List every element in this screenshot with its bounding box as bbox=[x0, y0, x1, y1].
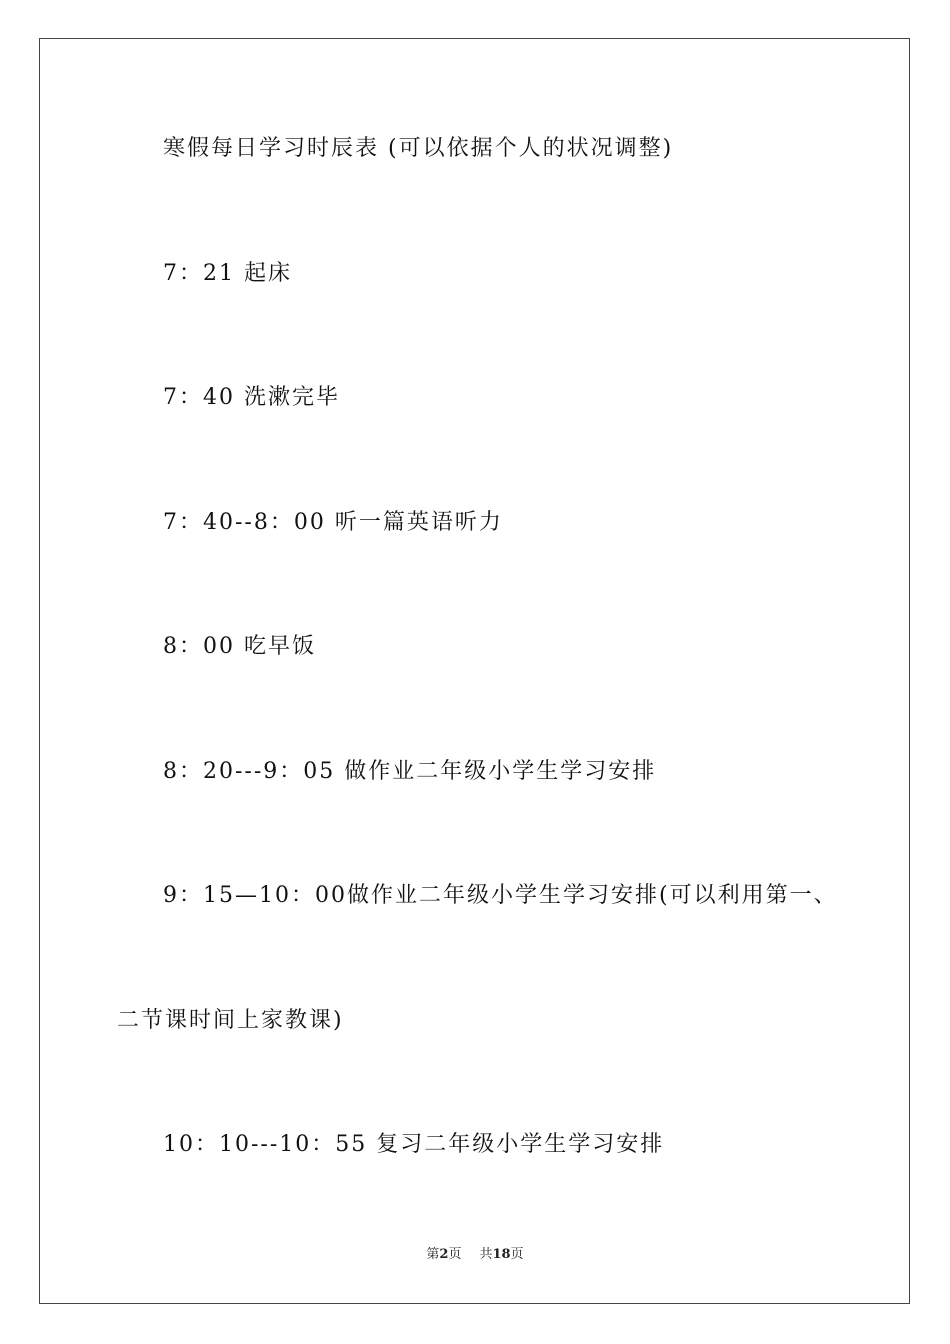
schedule-line-homework-2: 9：15—10：00做作业二年级小学生学习安排(可以利用第一、 bbox=[163, 883, 838, 908]
page-footer bbox=[0, 1246, 950, 1264]
footer-total-pages: 18 bbox=[492, 1247, 511, 1262]
schedule-line-breakfast: 8：00 吃早饭 bbox=[163, 634, 316, 659]
schedule-title: 寒假每日学习时辰表 (可以依据个人的状况调整) bbox=[163, 136, 674, 161]
schedule-line-homework-2-cont: 二节课时间上家教课) bbox=[117, 1008, 344, 1033]
schedule-line-review: 10：10---10：55 复习二年级小学生学习安排 bbox=[163, 1132, 665, 1157]
schedule-line-wash: 7：40 洗漱完毕 bbox=[163, 385, 340, 410]
footer-page-prefix: 第 bbox=[426, 1247, 440, 1262]
page-frame bbox=[39, 38, 910, 1304]
footer-page-number: 2 bbox=[439, 1247, 449, 1262]
footer-total-prefix: 共 bbox=[479, 1247, 493, 1262]
footer-total-suffix: 页 bbox=[510, 1247, 524, 1262]
schedule-line-homework-1: 8：20---9：05 做作业二年级小学生学习安排 bbox=[163, 759, 657, 784]
footer-page-suffix: 页 bbox=[448, 1247, 462, 1262]
schedule-line-listening: 7：40--8：00 听一篇英语听力 bbox=[163, 510, 503, 535]
schedule-line-wake: 7：21 起床 bbox=[163, 261, 292, 286]
